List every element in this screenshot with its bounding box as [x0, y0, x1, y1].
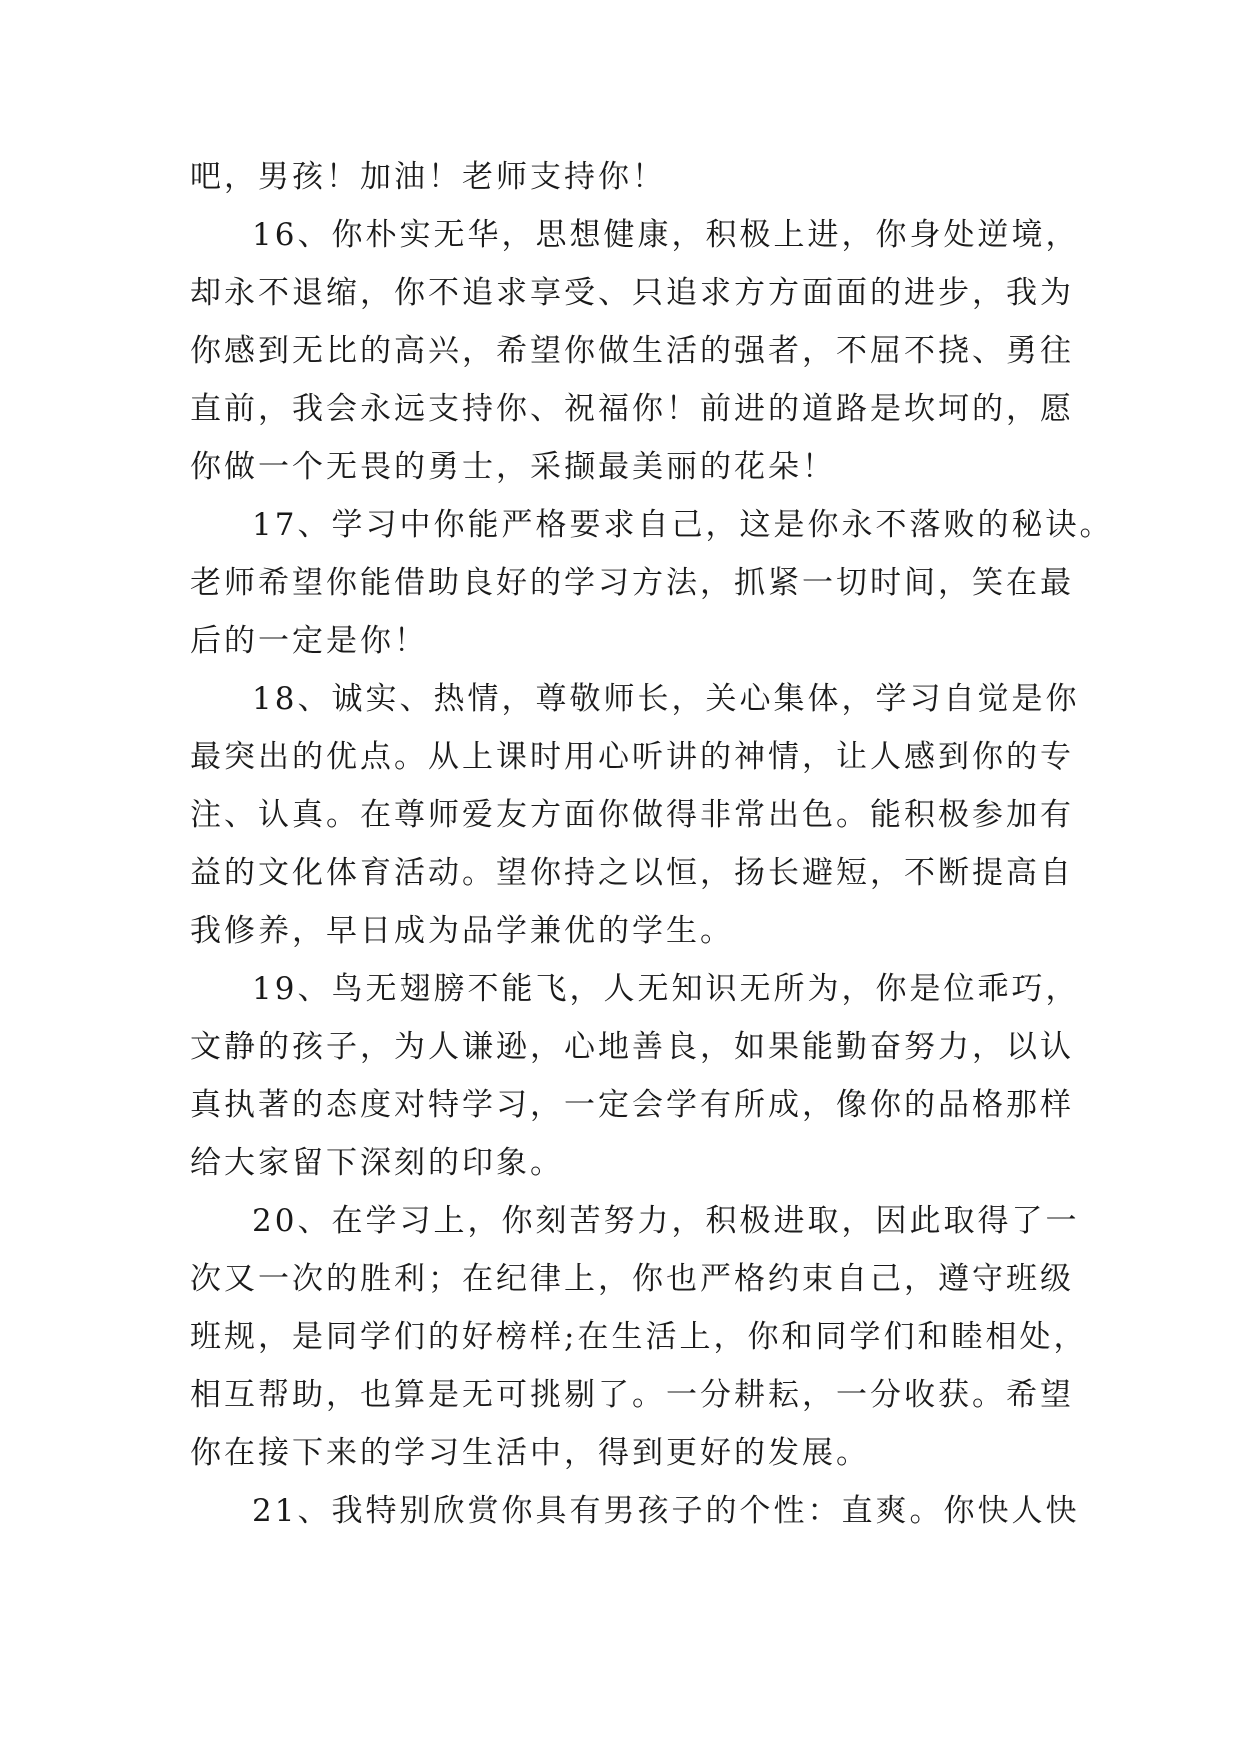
paragraph-line: 吧，男孩！加油！老师支持你！ [190, 159, 666, 195]
paragraph-line: 文静的孩子，为人谦逊，心地善良，如果能勤奋努力，以认 [190, 1029, 1074, 1065]
paragraph-line: 你在接下来的学习生活中，得到更好的发展。 [190, 1435, 870, 1471]
paragraph-first-line: 18、诚实、热情，尊敬师长，关心集体，学习自觉是你 [252, 681, 1080, 717]
paragraph-first-line: 20、在学习上，你刻苦努力，积极进取，因此取得了一 [252, 1203, 1080, 1239]
paragraph-line: 你做一个无畏的勇士，采撷最美丽的花朵！ [190, 449, 836, 485]
paragraph-line: 我修养，早日成为品学兼优的学生。 [190, 913, 734, 949]
document-body [190, 148, 1114, 1540]
paragraph-first-line: 21、我特别欣赏你具有男孩子的个性：直爽。你快人快 [252, 1493, 1080, 1529]
paragraph-line: 注、认真。在尊师爱友方面你做得非常出色。能积极参加有 [190, 797, 1074, 833]
paragraph-line: 最突出的优点。从上课时用心听讲的神情，让人感到你的专 [190, 739, 1074, 775]
paragraph-line: 后的一定是你！ [190, 623, 428, 659]
paragraph-line: 真执著的态度对特学习，一定会学有所成，像你的品格那样 [190, 1087, 1074, 1123]
paragraph-line: 相互帮助，也算是无可挑剔了。一分耕耘，一分收获。希望 [190, 1377, 1074, 1413]
paragraph-line: 次又一次的胜利；在纪律上，你也严格约束自己，遵守班级 [190, 1261, 1074, 1297]
paragraph-line: 却永不退缩，你不追求享受、只追求方方面面的进步，我为 [190, 275, 1074, 311]
paragraph-line: 给大家留下深刻的印象。 [190, 1145, 564, 1181]
paragraph-line: 老师希望你能借助良好的学习方法，抓紧一切时间，笑在最 [190, 565, 1074, 601]
paragraph-line: 班规，是同学们的好榜样;在生活上，你和同学们和睦相处， [190, 1319, 1088, 1355]
paragraph-line: 直前，我会永远支持你、祝福你！前进的道路是坎坷的，愿 [190, 391, 1074, 427]
paragraph-first-line: 17、学习中你能严格要求自己，这是你永不落败的秘诀。 [252, 507, 1114, 543]
paragraph-first-line: 16、你朴实无华，思想健康，积极上进，你身处逆境， [252, 217, 1080, 253]
paragraph-first-line: 19、鸟无翅膀不能飞，人无知识无所为，你是位乖巧， [252, 971, 1080, 1007]
paragraph-line: 益的文化体育活动。望你持之以恒，扬长避短，不断提高自 [190, 855, 1074, 891]
paragraph-line: 你感到无比的高兴，希望你做生活的强者，不屈不挠、勇往 [190, 333, 1074, 369]
